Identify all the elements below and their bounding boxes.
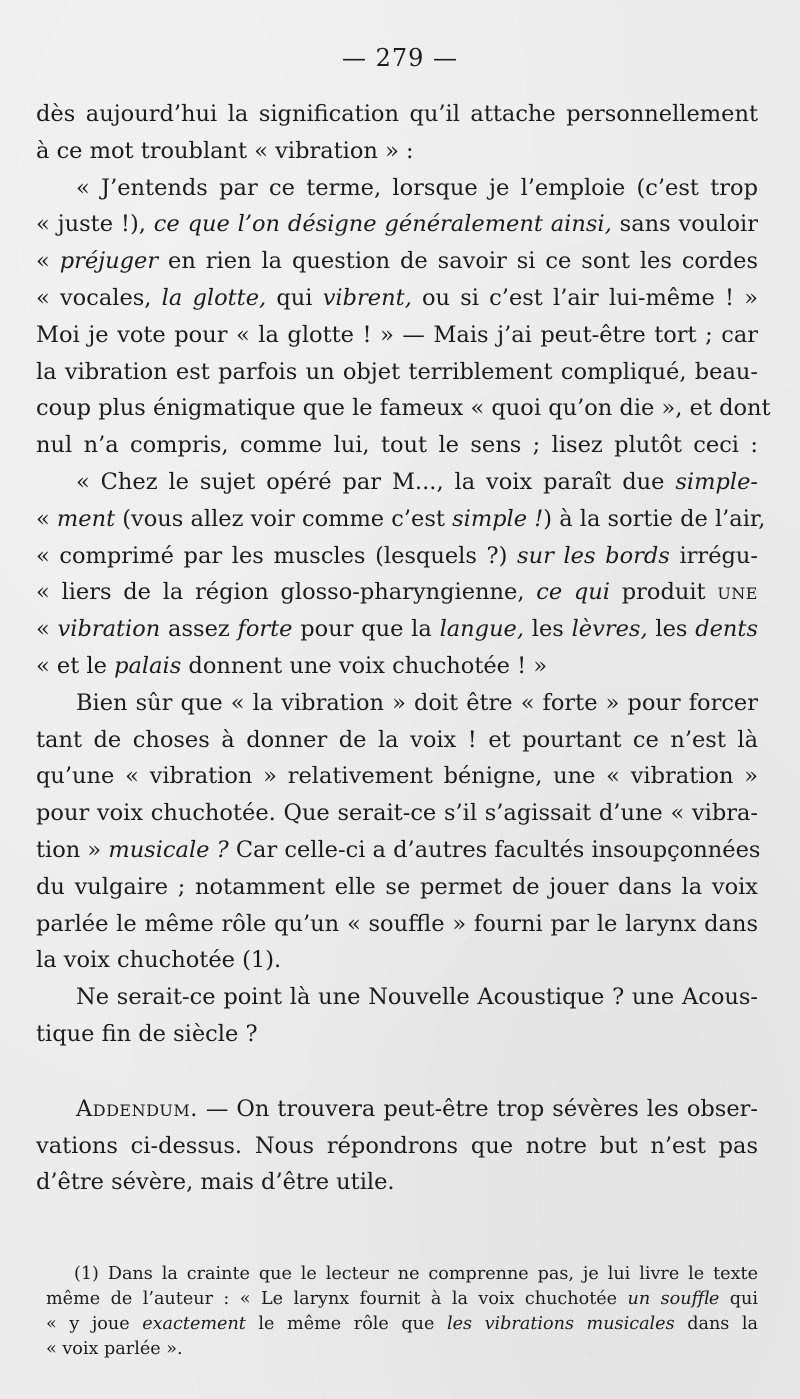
quote-line (36, 243, 758, 280)
quote-italic: forte (237, 616, 293, 643)
quote-text: produit (610, 579, 718, 606)
quote-italic: vibrent, (322, 284, 412, 311)
text-line: Moi je vote pour « la glotte ! » — Mais j’ai peut-être tort ; car (36, 321, 758, 348)
quote-text: « comprimé par les muscles (lesquels ?) (36, 542, 518, 569)
footnote-text: même de l’auteur : « Le larynx fournit à la voix chuchotée (46, 1289, 628, 1309)
quote-text: « vocales, (36, 284, 162, 311)
quote-italic: lèvres, (571, 616, 648, 643)
quote-italic: ment (56, 505, 116, 532)
body-text (36, 96, 771, 1201)
quote-line (36, 648, 758, 685)
quote-text: assez (160, 616, 238, 643)
text-line: tique fin de siècle ? (36, 1020, 258, 1047)
quote-text: les (524, 616, 572, 643)
addendum (36, 1091, 758, 1201)
quote-text: en rien la question de savoir si ce sont les cordes (158, 248, 758, 275)
quote-text: irrégu- (669, 542, 759, 569)
body-text-span: Car celle-ci a d’autres facultés insoupçonnées (228, 836, 761, 863)
addendum-label: Addendum. (76, 1095, 198, 1122)
addendum-line (36, 1091, 758, 1128)
body-text-span: tion » (36, 836, 109, 863)
quote-line (36, 206, 758, 243)
quote-text: sans vouloir (611, 211, 758, 238)
text-line: à ce mot troublant « vibration » : (36, 137, 414, 164)
quote-italic: simple ! (452, 505, 544, 532)
quote-italic: vibration (57, 616, 161, 643)
footnote-text: dans la (674, 1314, 758, 1334)
text-line: pour voix chuchotée. Que serait-ce s’il s’agissait d’une « vibra- (36, 800, 758, 827)
footnote (46, 1262, 758, 1362)
footnote-italic: un souffle (627, 1289, 720, 1309)
text-line: la voix chuchotée (1). (36, 947, 282, 974)
text-line: la vibration est parfois un objet terriblement compliqué, beau- (36, 358, 758, 385)
text-line (36, 832, 761, 869)
quote-text: les (647, 616, 696, 643)
quote-text: « (36, 616, 58, 643)
quote-text: ) à la sortie de l’air, (543, 505, 766, 532)
quote-italic: préjuger (59, 248, 159, 275)
addendum-text: — On trouvera peut-être trop sévères les obser- (197, 1095, 758, 1122)
footnote-text: « y joue (46, 1314, 143, 1334)
quote-line (36, 538, 758, 575)
footnote-line: (1) Dans la crainte que le lecteur ne comprenne pas, je lui livre le texte (74, 1264, 758, 1284)
quote-smallcaps: une (717, 579, 758, 606)
quote-text: « Chez le sujet opéré par M..., la voix paraît due (76, 468, 676, 495)
quote-line (36, 280, 758, 317)
footnote-line (46, 1312, 758, 1337)
quote-italic: sur les bords (517, 542, 670, 569)
quote-line (36, 464, 758, 501)
quote-text: pour que la (292, 616, 440, 643)
quote-line (36, 574, 758, 611)
quote-text: qui (266, 284, 323, 311)
footnote-line: « voix parlée ». (46, 1339, 183, 1359)
page-number: — 279 — (341, 44, 459, 72)
footnote-line (46, 1287, 758, 1312)
text-line: tant de choses à donner de la voix ! et pourtant ce n’est là (36, 726, 758, 753)
quote-italic: la glotte, (161, 284, 267, 311)
footnote-italic: exactement (142, 1314, 246, 1334)
quote-text: « juste !), (36, 211, 154, 238)
quote-text: « (36, 505, 57, 532)
quote-italic: dents (695, 616, 758, 643)
footnote-text: le même rôle que (245, 1314, 447, 1334)
text-line: du vulgaire ; notamment elle se permet de jouer dans la voix (36, 873, 758, 900)
addendum-line: vations ci-dessus. Nous répondrons que notre but n’est pas (36, 1132, 758, 1159)
text-line: Bien sûr que « la vibration » doit être « forte » pour forcer (76, 689, 758, 716)
text-line: coup plus énigmatique que le fameux « quoi qu’on die », et dont (36, 395, 771, 422)
quote-italic: simple- (675, 468, 758, 495)
footnote-italic: les vibrations musicales (446, 1314, 675, 1334)
quote-italic: ce que l’on désigne généralement ainsi, (153, 211, 612, 238)
quote-text: « et le (36, 652, 115, 679)
quote-line (36, 501, 766, 538)
quote-italic: ce qui (536, 579, 610, 606)
footnote-text: qui (719, 1289, 758, 1309)
quote-text: ou si c’est l’air lui-même ! » (411, 284, 758, 311)
quote-italic: palais (114, 652, 182, 679)
addendum-line: d’être sévère, mais d’être utile. (36, 1169, 395, 1196)
quote-line: « J’entends par ce terme, lorsque je l’emploie (c’est trop (76, 174, 758, 201)
quote-text: « (36, 248, 60, 275)
quote-text: « liers de la région glosso-pharyngienne, (36, 579, 537, 606)
text-line: nul n’a compris, comme lui, tout le sens ; lisez plutôt ceci : (36, 432, 758, 459)
text-line: dès aujourd’hui la signification qu’il attache personnellement (36, 101, 758, 127)
body-italic: musicale ? (108, 836, 229, 863)
quote-text: donnent une voix chuchotée ! » (181, 652, 548, 679)
text-line: qu’une « vibration » relativement bénigne, une « vibration » (36, 763, 758, 790)
text-line: Ne serait-ce point là une Nouvelle Acoustique ? une Acous- (76, 984, 758, 1011)
quote-italic: langue, (439, 616, 525, 643)
quote-line (36, 611, 758, 648)
quote-text: (vous allez voir comme c’est (115, 505, 453, 532)
text-line: parlée le même rôle qu’un « souffle » fourni par le larynx dans (36, 910, 758, 937)
